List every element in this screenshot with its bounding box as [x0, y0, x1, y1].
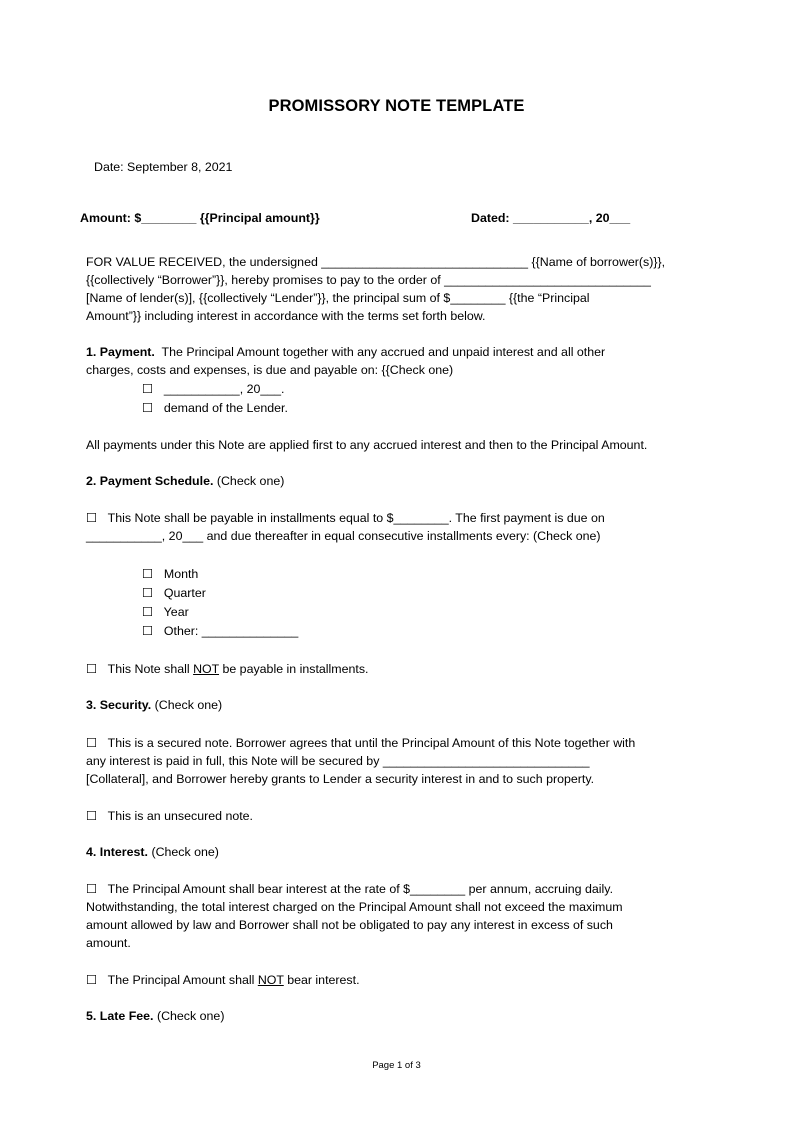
amount-value: $________ {{Principal amount}} [134, 211, 320, 225]
payment-line: charges, costs and expenses, is due and payable on: {{Check one) [86, 363, 454, 377]
date-line: Date: September 8, 2021 [94, 160, 233, 174]
option-label: ___________, 20___. [163, 382, 285, 396]
interest-line: amount allowed by law and Borrower shall not be obligated to pay any interest in excess of such [86, 918, 613, 932]
intro-line: [Name of lender(s)], {{collectively “Lender”}}, the principal sum of $________ {{the “Principal [86, 291, 590, 305]
option-label: Month [163, 567, 199, 581]
payment-paragraph [86, 343, 605, 361]
not-emphasis: NOT [257, 973, 284, 987]
checkbox-icon[interactable]: ☐ [142, 567, 154, 581]
option-label: This is an unsecured note. [107, 809, 254, 823]
dated-line [471, 209, 630, 227]
amount-line [80, 209, 320, 227]
security-heading-line [86, 696, 222, 714]
intro-line: {{collectively “Borrower”}}, hereby promises to pay to the order of ______________________________ [86, 273, 651, 287]
page-title: PROMISSORY NOTE TEMPLATE [268, 97, 525, 115]
secured-line: any interest is paid in full, this Note will be secured by ______________________________ [86, 754, 590, 768]
installments-option[interactable] [86, 509, 605, 527]
late-fee-heading-line [86, 1007, 224, 1025]
payment-note: All payments under this Note are applied first to any accrued interest and then to the Principal Amount. [86, 438, 648, 452]
secured-line: This is a secured note. Borrower agrees that until the Principal Amount of this Note together with [107, 736, 636, 750]
interest-line: amount. [86, 936, 131, 950]
checkbox-icon[interactable]: ☐ [142, 605, 154, 619]
intro-line: Amount”}} including interest in accordance with the terms set forth below. [86, 309, 486, 323]
schedule-heading: 2. Payment Schedule. [86, 474, 214, 488]
security-check: (Check one) [154, 698, 223, 712]
checkbox-icon[interactable]: ☐ [86, 973, 98, 987]
checkbox-icon[interactable]: ☐ [86, 882, 98, 896]
period-option-month[interactable] [142, 565, 198, 583]
checkbox-icon[interactable]: ☐ [142, 624, 154, 638]
no-installments-option[interactable] [86, 660, 368, 678]
payment-line: The Principal Amount together with any accrued and unpaid interest and all other [161, 345, 606, 359]
dated-value: ___________, 20___ [513, 211, 631, 225]
unsecured-option[interactable] [86, 807, 253, 825]
payment-option-date[interactable] [142, 380, 284, 398]
option-label: demand of the Lender. [163, 401, 288, 415]
payment-option-demand[interactable] [142, 399, 288, 417]
secured-line: [Collateral], and Borrower hereby grants to Lender a security interest in and to such property. [86, 772, 595, 786]
option-text: bear interest. [283, 973, 360, 987]
no-interest-option[interactable] [86, 971, 360, 989]
installments-line: ___________, 20___ and due thereafter in equal consecutive installments every: (Check one) [86, 529, 601, 543]
payment-heading: 1. Payment. [86, 345, 155, 359]
interest-line: Notwithstanding, the total interest charged on the Principal Amount shall not exceed the maximum [86, 900, 623, 914]
checkbox-icon[interactable]: ☐ [86, 736, 98, 750]
option-text: This Note shall [107, 662, 194, 676]
checkbox-icon[interactable]: ☐ [142, 382, 154, 396]
interest-heading-line [86, 843, 219, 861]
secured-option[interactable] [86, 734, 635, 752]
checkbox-icon[interactable]: ☐ [86, 662, 98, 676]
not-emphasis: NOT [193, 662, 220, 676]
option-label: Year [163, 605, 189, 619]
checkbox-icon[interactable]: ☐ [142, 401, 154, 415]
period-option-quarter[interactable] [142, 584, 206, 602]
late-fee-check: (Check one) [156, 1009, 225, 1023]
page-footer: Page 1 of 3 [372, 1060, 421, 1071]
installments-line: This Note shall be payable in installments equal to $________. The first payment is due on [107, 511, 605, 525]
interest-heading: 4. Interest. [86, 845, 148, 859]
interest-check: (Check one) [151, 845, 219, 859]
checkbox-icon[interactable]: ☐ [86, 809, 98, 823]
interest-bear-option[interactable] [86, 880, 613, 898]
option-text: be payable in installments. [219, 662, 369, 676]
late-fee-heading: 5. Late Fee. [86, 1009, 154, 1023]
interest-line: The Principal Amount shall bear interest at the rate of $________ per annum, accruing daily. [107, 882, 614, 896]
option-label: Quarter [163, 586, 206, 600]
checkbox-icon[interactable]: ☐ [142, 586, 154, 600]
amount-label: Amount: [80, 211, 131, 225]
option-text: The Principal Amount shall [107, 973, 258, 987]
security-heading: 3. Security. [86, 698, 152, 712]
schedule-check: (Check one) [216, 474, 285, 488]
schedule-heading-line [86, 472, 284, 490]
option-label: Other: ______________ [163, 624, 299, 638]
period-option-other[interactable] [142, 622, 298, 640]
period-option-year[interactable] [142, 603, 189, 621]
checkbox-icon[interactable]: ☐ [86, 511, 98, 525]
intro-line: FOR VALUE RECEIVED, the undersigned ______________________________ {{Name of borrower(s)}}, [86, 255, 666, 269]
dated-label: Dated: [471, 211, 510, 225]
